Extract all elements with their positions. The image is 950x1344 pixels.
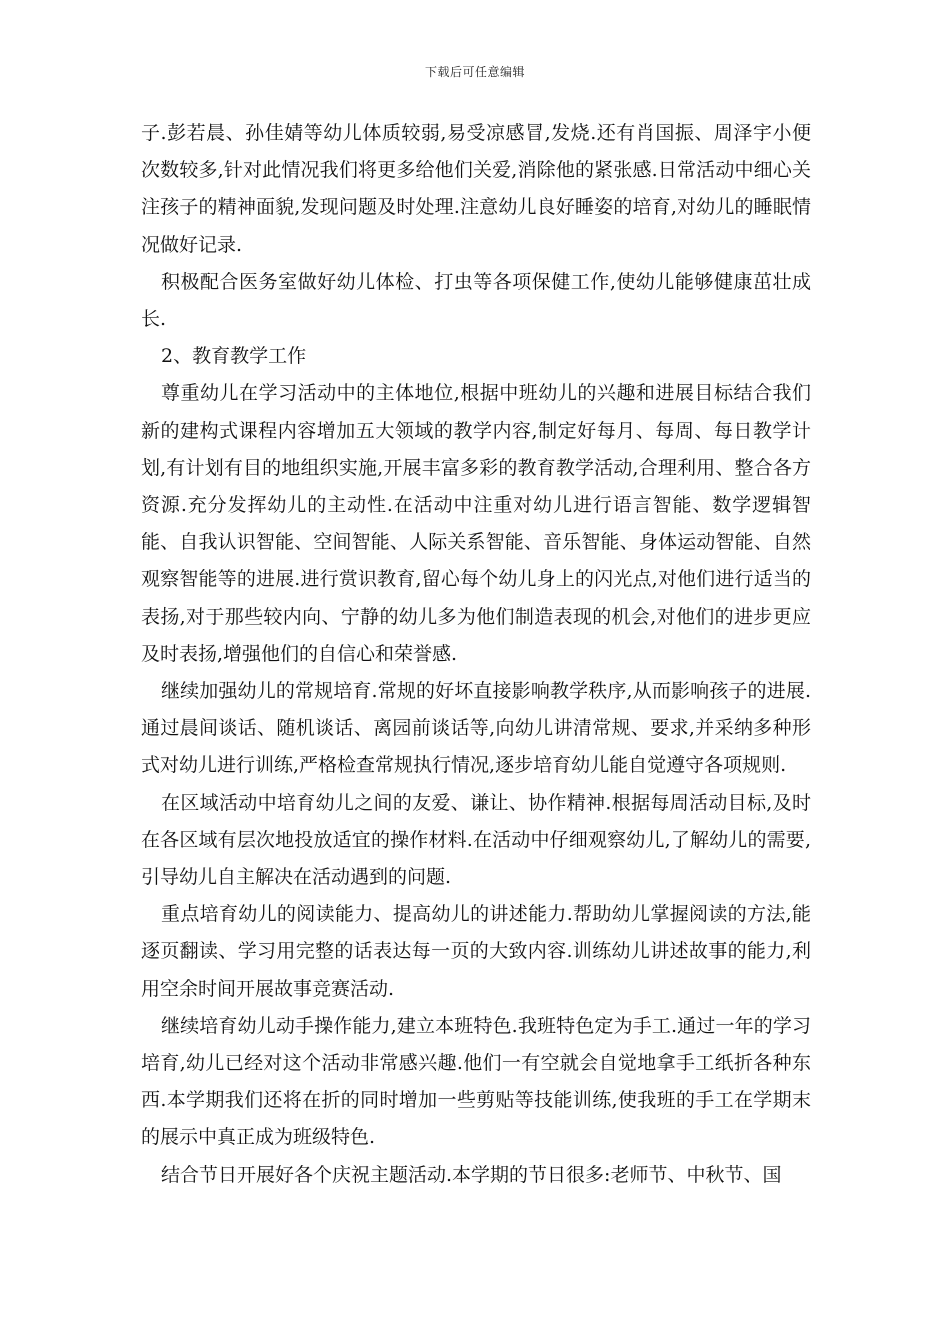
paragraph-health-checkups: 积极配合医务室做好幼儿体检、打虫等各项保健工作,使幼儿能够健康茁壮成长. bbox=[141, 270, 811, 331]
paragraph-handcraft-feature: 继续培育幼儿动手操作能力,建立本班特色.我班特色定为手工.通过一年的学习培育,幼儿已经对这个活动非常感兴趣.他们一有空就会自觉地拿手工纸折各种东西.本学期我们还将在折的同时增加一些剪贴等技能训练,使我班的手工在学期末的展示中真正成为班级特色. bbox=[141, 1014, 811, 1149]
paragraph-teaching-plan: 尊重幼儿在学习活动中的主体地位,根据中班幼儿的兴趣和进展目标结合我们新的建构式课程内容增加五大领域的教学内容,制定好每月、每周、每日教学计划,有计划有目的地组织实施,开展丰富多彩的教育教学活动,合理利用、整合各方资源.充分发挥幼儿的主动性.在活动中注重对幼儿进行语言智能、数学逻辑智能、自我认识智能、空间智能、人际关系智能、音乐智能、身体运动智能、自然观察智能等的进展.进行赏识教育,留心每个幼儿身上的闪光点,对他们进行适当的表扬,对于那些较内向、宁静的幼儿多为他们制造表现的机会,对他们的进步更应及时表扬,增强他们的自信心和荣誉感. bbox=[141, 382, 811, 665]
section-heading-education-teaching: 2、教育教学工作 bbox=[161, 345, 307, 368]
paragraph-reading-ability: 重点培育幼儿的阅读能力、提高幼儿的讲述能力.帮助幼儿掌握阅读的方法,能逐页翻读、学习用完整的话表达每一页的大致内容.训练幼儿讲述故事的能力,利用空余时间开展故事竞赛活动. bbox=[141, 903, 811, 1000]
paragraph-routine-training: 继续加强幼儿的常规培育.常规的好坏直接影响教学秩序,从而影响孩子的进展.通过晨间谈话、随机谈话、离园前谈话等,向幼儿讲清常规、要求,并采纳多种形式对幼儿进行训练,严格检查常规执行情况,逐步培育幼儿能自觉遵守各项规则. bbox=[141, 680, 811, 777]
document-body bbox=[141, 115, 811, 1194]
paragraph-festival-activities: 结合节日开展好各个庆祝主题活动.本学期的节日很多:老师节、中秋节、国 bbox=[161, 1163, 782, 1186]
page-header-note: 下载后可任意编辑 bbox=[424, 65, 525, 79]
paragraph-health-care-continued: 子.彭若晨、孙佳婧等幼儿体质较弱,易受凉感冒,发烧.还有肖国振、周泽宇小便次数较多,针对此情况我们将更多给他们关爱,消除他的紧张感.日常活动中细心关注孩子的精神面貌,发现问题及时处理.注意幼儿良好睡姿的培育,对幼儿的睡眠情况做好记录. bbox=[141, 122, 811, 256]
paragraph-area-activities: 在区域活动中培育幼儿之间的友爱、谦让、协作精神.根据每周活动目标,及时在各区域有层次地投放适宜的操作材料.在活动中仔细观察幼儿,了解幼儿的需要,引导幼儿自主解决在活动遇到的问题. bbox=[141, 791, 811, 889]
